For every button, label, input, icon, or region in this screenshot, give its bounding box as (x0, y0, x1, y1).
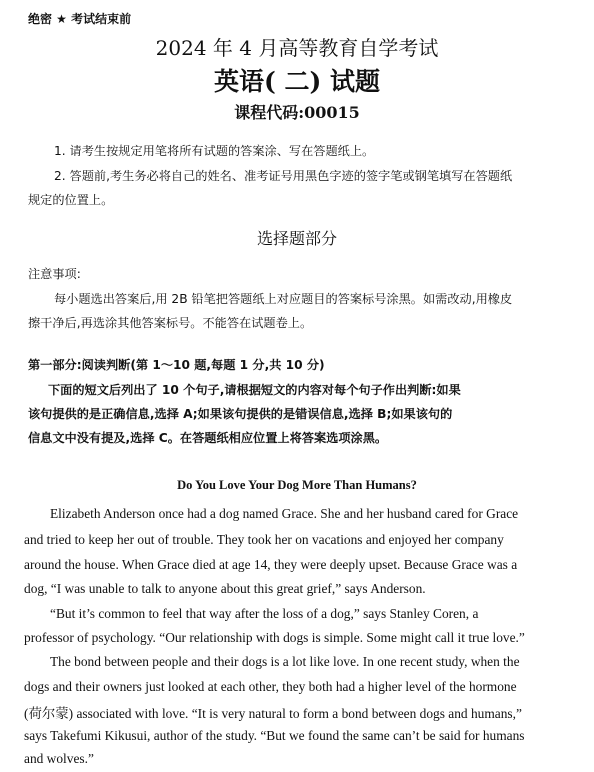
part1-desc-line1: 下面的短文后列出了 10 个句子,请根据短文的内容对每个句子作出判断:如果 (48, 383, 461, 397)
part1-desc-line2: 该句提供的是正确信息,选择 A;如果该句提供的是错误信息,选择 B;如果该句的 (28, 407, 453, 421)
notice-line1: 每小题选出答案后,用 2B 铅笔把答题纸上对应题目的答案标号涂黑。如需改动,用橡皮 (54, 292, 513, 306)
instruction-2-line1: 2. 答题前,考生务必将自己的姓名、准考证号用黑色字迹的签字笔或钢笔填写在答题纸 (54, 169, 513, 183)
passage-line: dogs and their owners just looked at each other, they both had a higher level of the hormone (24, 679, 517, 694)
passage-line: professor of psychology. “Our relationship with dogs is simple. Some might call it true love.” (24, 630, 525, 645)
passage-line: dog, “I was unable to talk to anyone about this great grief,” says Anderson. (24, 581, 426, 596)
passage-line: Elizabeth Anderson once had a dog named Grace. She and her husband cared for Grace (50, 506, 519, 521)
passage-line: “But it’s common to feel that way after the loss of a dog,” says Stanley Coren, a (50, 606, 479, 621)
instruction-2-line2: 规定的位置上。 (28, 193, 114, 207)
passage-line: and tried to keep her out of trouble. They took her on vacations and enjoyed her company (24, 532, 504, 547)
section-title: 选择题部分 (256, 229, 337, 248)
notice-line2: 擦干净后,再选涂其他答案标号。不能答在试题卷上。 (28, 316, 313, 330)
subject-title: 英语( 二) 试题 (213, 67, 381, 96)
passage-line: says Takefumi Kikusui, author of the study. “But we found the same can’t be said for humans (24, 728, 525, 743)
course-code: 课程代码:00015 (234, 103, 360, 122)
exam-title: 2024 年 4 月高等教育自学考试 (155, 36, 439, 60)
passage-heading: Do You Love Your Dog More Than Humans? (177, 478, 417, 492)
passage-line: (荷尔蒙) associated with love. “It is very natural to form a bond between dogs and humans,” (24, 706, 522, 721)
passage-line: and wolves.” (24, 751, 94, 766)
part1-title: 第一部分:阅读判断(第 1～10 题,每题 1 分,共 10 分) (28, 358, 325, 372)
passage-line: The bond between people and their dogs is a lot like love. In one recent study, when the (50, 654, 520, 669)
confidential-label: 绝密 ★ 考试结束前 (28, 12, 132, 26)
part1-desc-line3: 信息文中没有提及,选择 C。在答题纸相应位置上将答案选项涂黑。 (28, 431, 388, 445)
passage-line: around the house. When Grace died at age 14, they were deeply upset. Because Grace was a (24, 557, 518, 572)
notice-label: 注意事项: (28, 267, 81, 281)
instruction-1: 1. 请考生按规定用笔将所有试题的答案涂、写在答题纸上。 (54, 144, 375, 158)
